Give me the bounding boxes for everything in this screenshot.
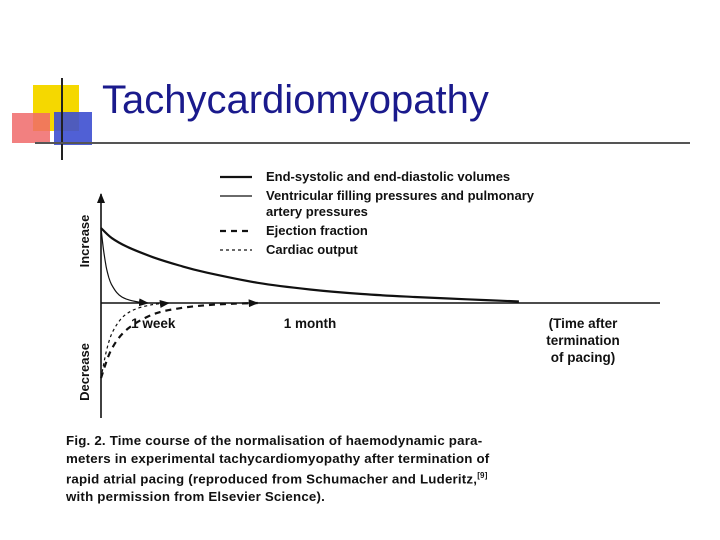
y-label-increase: Increase [77,214,92,268]
slide-title: Tachycardiomyopathy [102,78,489,122]
series-line-4 [101,303,169,378]
plot-area [77,194,660,418]
legend-label: Cardiac output [266,242,358,257]
x-axis-label-line: termination [546,333,620,348]
legend-label: artery pressures [266,204,368,219]
legend-label: End-systolic and end-diastolic volumes [266,169,511,184]
legend-label: Ventricular filling pressures and pulmonary [266,188,535,203]
y-label-decrease: Decrease [77,343,92,401]
series-line-1 [101,228,519,302]
caption-line-3-text: rapid atrial pacing (reproduced from Schumacher and Luderitz, [66,471,478,487]
series-line-2 [101,228,148,303]
caption-line-4: with permission from Elsevier Science). [66,488,326,504]
series-line-3 [101,303,258,378]
x-tick-label: 1 week [131,316,176,331]
caption-line-3 [66,467,666,488]
x-axis-label-line: (Time after [548,316,618,331]
figure-caption [66,432,666,505]
chart-legend [220,169,535,257]
caption-line-1: Fig. 2. Time course of the normalisation of haemodynamic para- [66,433,483,448]
x-tick-label: 1 month [283,316,337,331]
caption-reference: [9] [477,471,488,480]
caption-line-2: meters in experimental tachycardiomyopathy after termination of [66,450,490,466]
legend-label: Ejection fraction [266,223,368,238]
x-axis-label-line: of pacing) [550,350,616,365]
